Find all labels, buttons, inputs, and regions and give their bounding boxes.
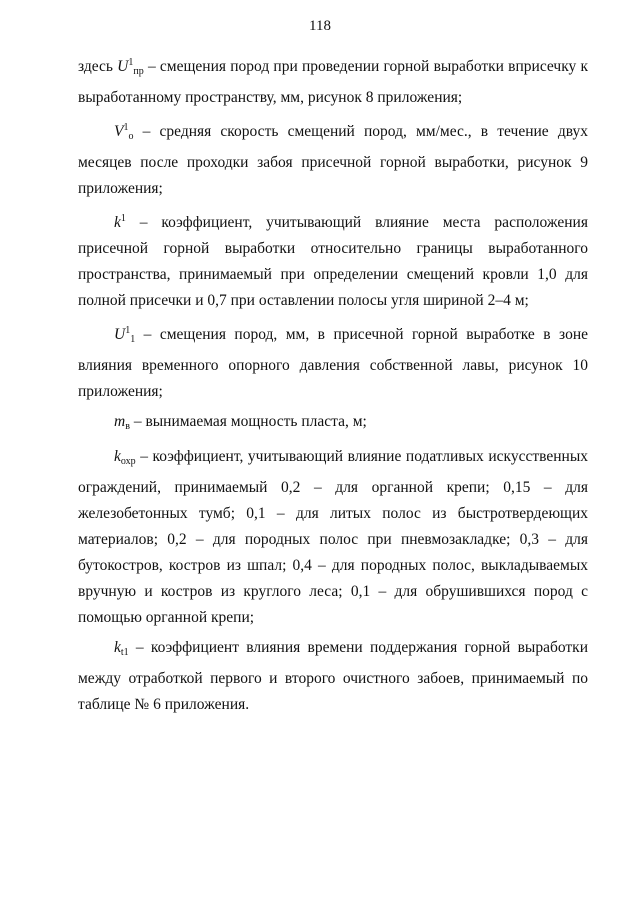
paragraph-u11 <box>78 318 588 405</box>
symbol-u11: $U^1_1$ <box>114 325 136 345</box>
symbol-v1o: $V^1_о$ <box>114 122 134 142</box>
symbol-kohr: $k_{охр}$ <box>114 448 136 467</box>
paragraph-kt1 <box>78 635 588 718</box>
paragraph-text: – смещения пород, мм, в присечной горной выработке в зоне влияния временного опорного давления собственной лавы, рисунок 10 приложения; <box>78 326 588 400</box>
symbol-kt1: $k_{t1}$ <box>114 639 129 658</box>
page-number: 118 <box>309 18 331 34</box>
paragraph-mv <box>78 409 588 440</box>
paragraph-k1 <box>78 206 588 314</box>
paragraph-kohr <box>78 444 588 631</box>
paragraph-text: – коэффициент, учитывающий влияние места расположения присечной горной выработки относительно границы выработанного пространства, принимаемый при определении смещений кровли 1,0 для полной присечки и 0,7 при оставлении полосы угля шириной 2–4 м; <box>78 214 588 309</box>
paragraph-text: – вынимаемая мощность пласта, м; <box>129 413 367 430</box>
paragraph-v1o <box>78 115 588 202</box>
document-body <box>78 50 588 722</box>
symbol-mv: $m_в$ <box>114 413 130 432</box>
paragraph-text: – средняя скорость смещений пород, мм/мес., в течение двух месяцев после проходки забоя присечной горной выработки, рисунок 9 приложения; <box>78 123 588 197</box>
symbol-u1pr: $U^1_{пр}$ <box>117 57 144 77</box>
paragraph-text: – коэффициент влияния времени поддержания горной выработки между отработкой первого и второго очистного забоев, принимаемый по таблице № 6 приложения. <box>78 639 588 713</box>
paragraph-text: – смещения пород при проведении горной выработки вприсечку к выработанному пространству, мм, рисунок 8 приложения; <box>78 58 588 106</box>
paragraph-lead: здесь <box>78 58 118 75</box>
paragraph-u1pr <box>78 50 588 111</box>
paragraph-text: – коэффициент, учитывающий влияние податливых искусственных ограждений, принимаемый 0,2 – для органной крепи; 0,15 – для железобетонных тумб; 0,1 – для литых полос из быстротвердеющих материалов; 0,2 – для породных полос при пневмозакладке; 0,3 – для бутокостров, костров из шпал; 0,4 – для породных полос, выкладываемых вручную и костров из круглого леса; 0,1 – для обрушившихся пород с помощью органной крепи; <box>78 448 588 626</box>
symbol-k1: $k^1$ <box>114 213 126 231</box>
